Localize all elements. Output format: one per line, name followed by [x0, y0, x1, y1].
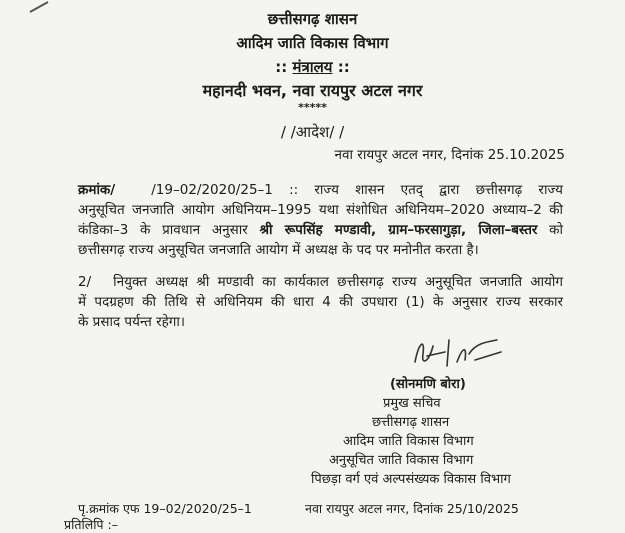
paragraph-1-line-2: अनुसूचित जनजाति आयोग अधिनियम–1995 यथा संशोधित अधिनियम–2020 अध्याय–2 की — [78, 202, 563, 218]
appointee-name: श्री रूपसिंह मण्डावी, ग्राम–फरसागुड़ा, जिला–बस्तर — [259, 222, 538, 238]
order-number-text: /19–02/2020/25–1 :: राज्य शासन एतद् द्वारा छत्तीसगढ़ राज्य — [151, 182, 563, 198]
footer-place-date: नवा रायपुर अटल नगर, दिनांक 25/10/2025 — [305, 501, 519, 516]
signatory-department-3: पिछड़ा वर्ग एवं अल्पसंख्यक विकास विभाग — [311, 472, 511, 487]
signatory-department-2: अनुसूचित जाति विकास विभाग — [329, 453, 474, 468]
paragraph-1-line-1 — [78, 180, 563, 200]
paragraph-1-line-3 — [78, 220, 563, 240]
paragraph-2-line-1-text: नियुक्त अध्यक्ष श्री मण्डावी का कार्यकाल छत्तीसगढ़ राज्य अनुसूचित जनजाति आयोग — [113, 274, 563, 290]
order-title: / /आदेश/ / — [280, 123, 345, 141]
footer-copy-label: प्रतिलिपि :– — [64, 517, 118, 532]
paragraph-1-line-3a: कंडिका–3 के प्रावधान अनुसार — [78, 222, 260, 238]
footer-reference: पृ.क्रमांक एफ 19–02/2020/25–1 — [78, 501, 252, 516]
handwritten-signature — [405, 332, 505, 374]
header-government: छत्तीसगढ़ शासन — [267, 10, 358, 28]
header-ministry — [0, 57, 625, 77]
paragraph-2-line-3: के प्रसाद पर्यन्त रहेगा। — [78, 314, 185, 330]
header-ministry-prefix: :: — [275, 58, 293, 76]
signatory-designation: प्रमुख सचिव — [383, 396, 441, 411]
paragraph-2-number: 2/ — [78, 274, 92, 290]
order-place-date: नवा रायपुर अटल नगर, दिनांक 25.10.2025 — [334, 147, 565, 163]
paragraph-1-line-3c: को — [537, 222, 563, 238]
signatory-department-1: आदिम जाति विकास विभाग — [343, 434, 474, 449]
signatory-government: छत्तीसगढ़ शासन — [372, 415, 450, 430]
header-department: आदिम जाति विकास विभाग — [236, 34, 389, 52]
header-ministry-suffix: :: — [332, 58, 350, 76]
header-address: महानदी भवन, नवा रायपुर अटल नगर — [202, 81, 423, 100]
header-ministry-label: मंत्रालय — [292, 58, 333, 76]
signatory-name: (सोनमणि बोरा) — [390, 377, 466, 392]
order-number-label: क्रमांक/ — [78, 182, 116, 198]
paragraph-1 — [78, 180, 563, 260]
header-stars: ***** — [298, 101, 327, 114]
paragraph-2-line-2: में पदग्रहण की तिथि से अधिनियम की धारा 4 की उपधारा (1) के अनुसार राज्य सरकार — [78, 294, 563, 310]
paragraph-1-line-4: छत्तीसगढ़ राज्य अनुसूचित जनजाति आयोग में अध्यक्ष के पद पर मनोनीत करता है। — [78, 242, 479, 258]
paragraph-2 — [78, 272, 563, 332]
paragraph-2-line-1 — [78, 272, 563, 292]
